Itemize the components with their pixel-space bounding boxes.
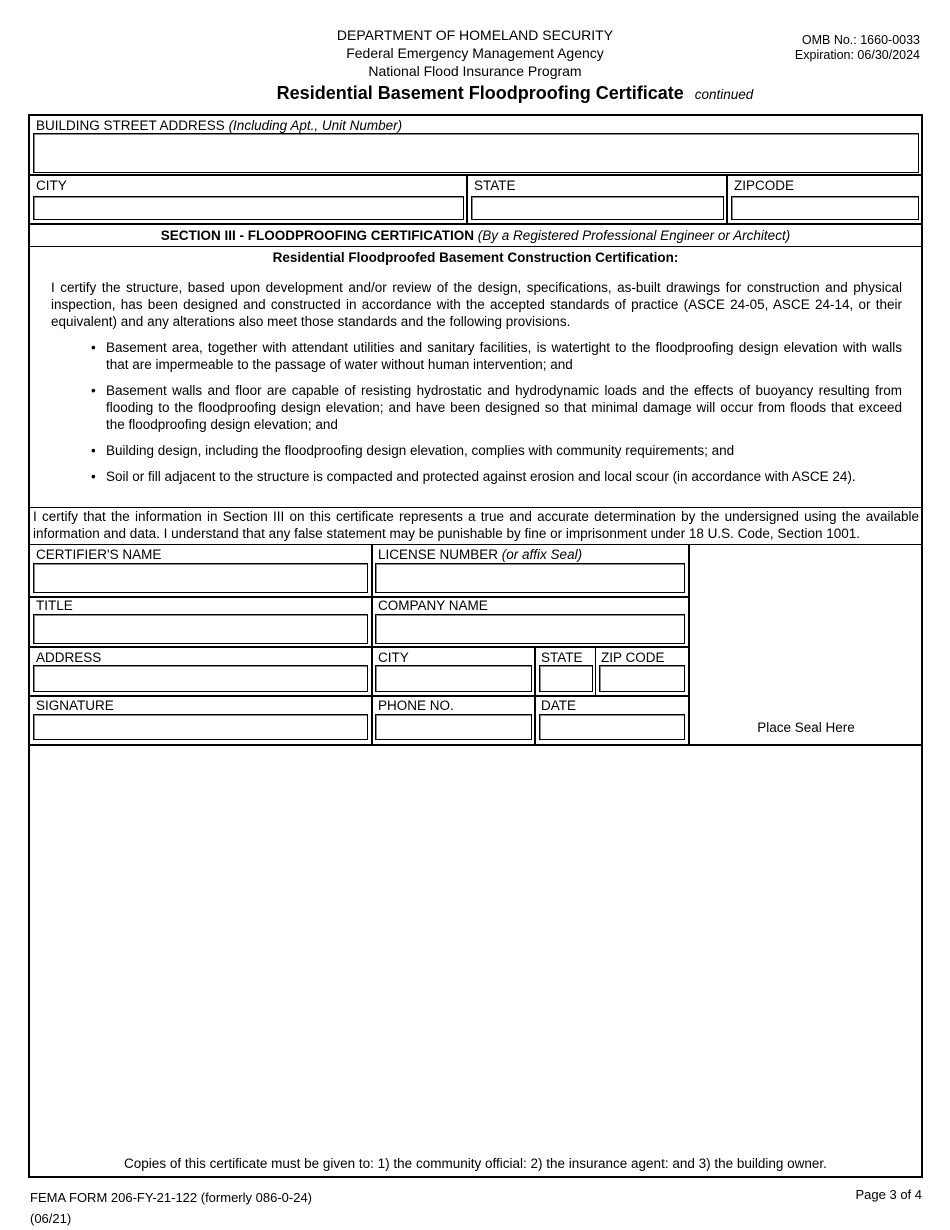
certifier-address-input[interactable] (33, 665, 368, 692)
company-name-input[interactable] (375, 614, 685, 644)
form-date: (06/21) (30, 1211, 72, 1226)
program: National Flood Insurance Program (368, 63, 582, 79)
title-input[interactable] (33, 614, 368, 644)
city-label: CITY (36, 178, 67, 193)
certifier-zip-label: ZIP CODE (601, 650, 665, 665)
signature-label: SIGNATURE (36, 698, 114, 713)
phone-label: PHONE NO. (378, 698, 454, 713)
section-body (51, 279, 902, 494)
bullet-item: • Building design, including the floodproofing design elevation, complies with community requirements; and (85, 442, 902, 459)
divider (595, 647, 596, 696)
expiration: Expiration: 06/30/2024 (794, 48, 920, 62)
address-label-certifier: ADDRESS (36, 650, 102, 665)
certifier-name-label: CERTIFIER'S NAME (36, 547, 162, 562)
continued: continued (694, 87, 754, 102)
divider (28, 507, 923, 508)
title-label: TITLE (36, 598, 73, 613)
divider (466, 176, 468, 223)
address-label: BUILDING STREET ADDRESS (Including Apt., Unit Number) (36, 118, 403, 133)
divider (28, 695, 690, 697)
city-input[interactable] (33, 196, 464, 220)
state-label: STATE (474, 178, 516, 193)
phone-input[interactable] (375, 714, 532, 740)
street-address-input[interactable] (33, 133, 919, 173)
divider (28, 246, 923, 247)
omb-number: OMB No.: 1660-0033 (801, 33, 920, 47)
date-label: DATE (541, 698, 577, 713)
company-label: COMPANY NAME (378, 598, 488, 613)
certifier-city-label: CITY (378, 650, 409, 665)
page-title: Residential Basement Floodproofing Certificate (276, 83, 684, 103)
divider (688, 544, 690, 745)
certification-statement: I certify that the information in Section III on this certificate represents a true and accurate determination by the undersigned using the available information and data. I understand that any false statement may be punishable by fine or imprisonment under 18 U.S. Code, Section 1001. (33, 509, 919, 541)
copies-note: Copies of this certificate must be given to: 1) the community official: 2) the insurance agent: and 3) the building owner. (124, 1156, 827, 1171)
divider (28, 544, 923, 545)
certifier-state-label: STATE (541, 650, 583, 665)
signature-input[interactable] (33, 714, 368, 740)
date-input[interactable] (539, 714, 685, 740)
divider (371, 544, 373, 745)
bullet-item: • Basement walls and floor are capable of resisting hydrostatic and hydrodynamic loads and the effects of buoyancy resulting from flooding to the floodproofing design elevation; and have been designed so that minimal damage will occur from floods that exceed the floodproofing design elevation; and (85, 382, 902, 433)
title-row (0, 83, 950, 104)
zipcode-label: ZIPCODE (734, 178, 795, 193)
certifier-zip-input[interactable] (599, 665, 685, 692)
page-number: Page 3 of 4 (855, 1187, 922, 1202)
section-subtitle: Residential Floodproofed Basement Construction Certification: (272, 250, 679, 265)
dept: DEPARTMENT OF HOMELAND SECURITY (336, 27, 614, 43)
form-id: FEMA FORM 206-FY-21-122 (formerly 086-0-24) (30, 1190, 313, 1205)
divider (28, 174, 923, 176)
intro-text: I certify the structure, based upon development and/or review of the design, specifications, as-built drawings for construction and physical inspection, has been designed and constructed in accordance with the accepted standards of practice (ASCE 24-05, ASCE 24-14, or their equivalent) and any alterations also meet those standards and the following provisions. (51, 280, 902, 329)
state-input[interactable] (471, 196, 724, 220)
section-title: SECTION III - FLOODPROOFING CERTIFICATION (By a Registered Professional Engineer or Architect) (160, 228, 791, 243)
divider (28, 223, 923, 225)
omb-info (795, 33, 920, 63)
divider (28, 646, 690, 648)
license-label: LICENSE NUMBER (or affix Seal) (378, 547, 583, 562)
bullet-item: • Soil or fill adjacent to the structure is compacted and protected against erosion and local scour (in accordance with ASCE 24). (85, 468, 902, 485)
agency: Federal Emergency Management Agency (346, 45, 604, 61)
divider (726, 176, 728, 223)
form-number (30, 1187, 312, 1229)
divider (28, 744, 923, 746)
divider (28, 596, 690, 598)
zipcode-input[interactable] (731, 196, 919, 220)
seal-area: Place Seal Here (757, 720, 855, 735)
agency-header (250, 25, 700, 81)
certifier-city-input[interactable] (375, 665, 532, 692)
license-number-input[interactable] (375, 563, 685, 593)
certifier-name-input[interactable] (33, 563, 368, 593)
bullet-item: • Basement area, together with attendant utilities and sanitary facilities, is watertight to the floodproofing design elevation with walls that are impermeable to the passage of water without human intervention; and (85, 339, 902, 373)
certifier-state-input[interactable] (539, 665, 593, 692)
